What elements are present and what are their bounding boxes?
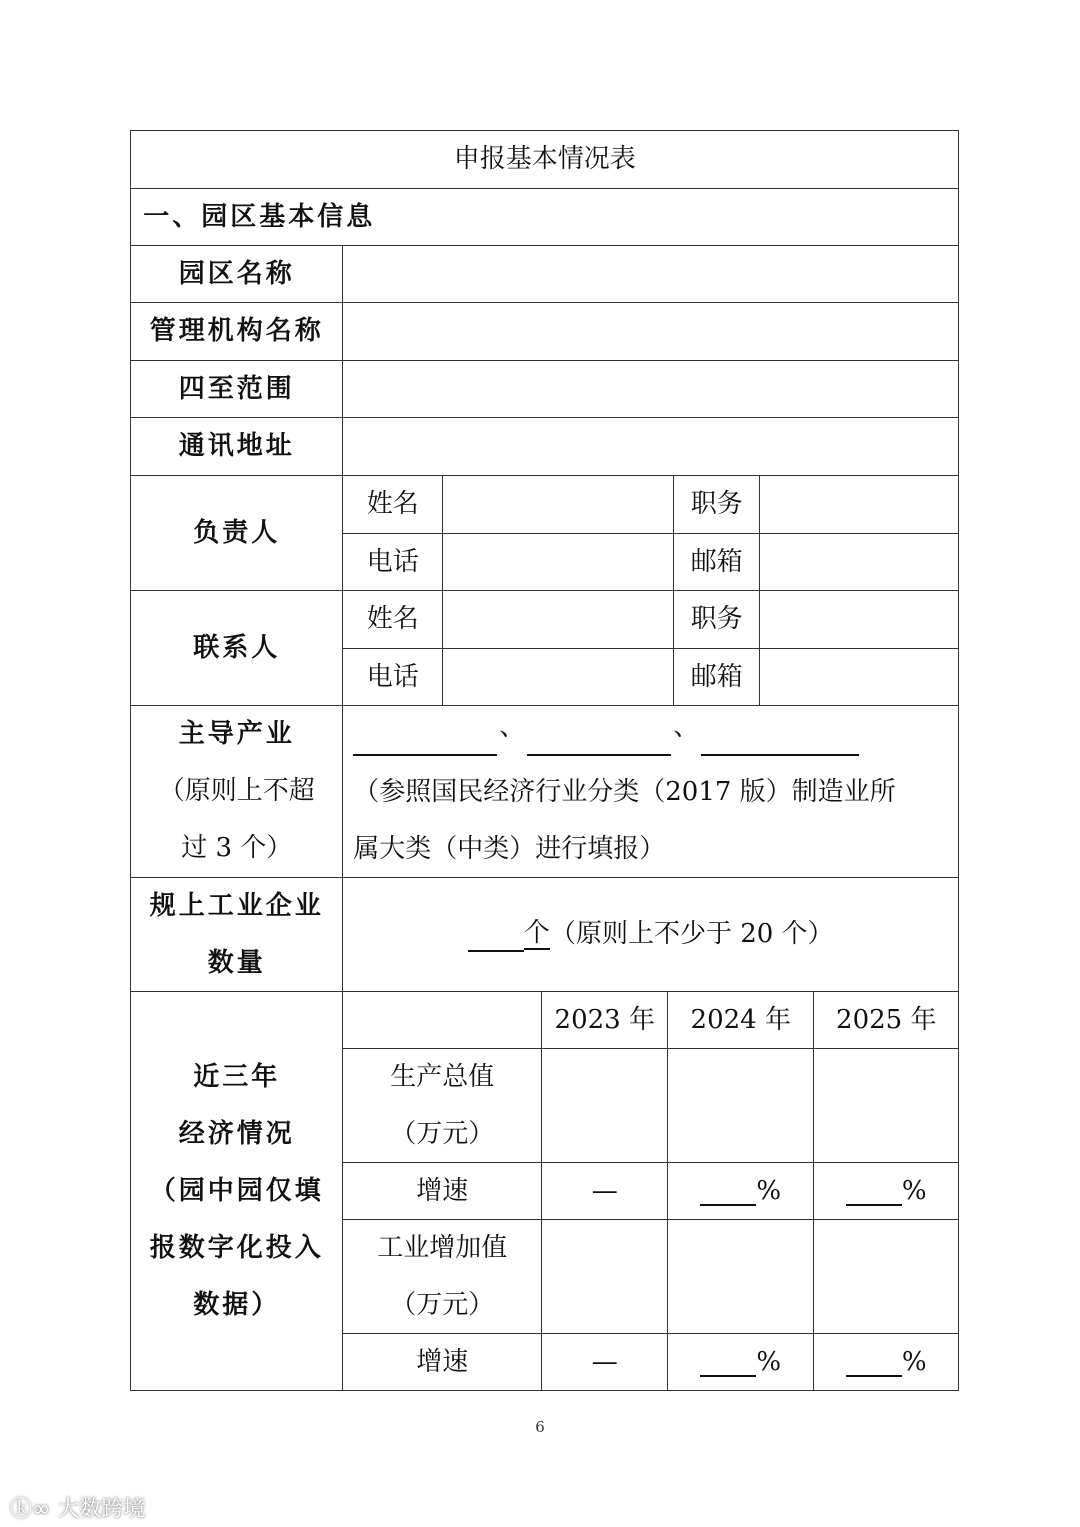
leader-phone-field[interactable] — [442, 533, 674, 591]
contact-phone-label: 电话 — [342, 648, 443, 706]
industry-label — [130, 705, 343, 878]
output-growth-2025 — [813, 1162, 959, 1220]
enterprise-count-label — [130, 877, 343, 992]
growth-blank[interactable] — [700, 1347, 756, 1377]
label-line: 生产总值 — [390, 1061, 495, 1092]
industry-blank-2[interactable] — [527, 754, 671, 756]
added-2025-field[interactable] — [813, 1219, 959, 1334]
industry-blanks — [353, 714, 859, 756]
label-line: 工业增加值 — [377, 1232, 508, 1263]
industry-blank-3[interactable] — [701, 754, 859, 756]
industry-label-line: （原则上不超 — [158, 776, 315, 807]
unit: 个 — [523, 918, 550, 949]
enterprise-note: （原则上不少于 20 个） — [549, 919, 834, 950]
watermark-logo-icon: ⓚ∞ — [10, 1497, 58, 1522]
separator: 、 — [499, 712, 526, 743]
leader-position-label: 职务 — [673, 475, 760, 534]
park-name-field[interactable] — [342, 245, 959, 303]
label-line: （万元） — [390, 1118, 495, 1149]
added-growth-2024 — [667, 1333, 814, 1391]
output-label — [342, 1048, 542, 1163]
contact-label: 联系人 — [130, 590, 343, 706]
leader-position-field[interactable] — [759, 475, 959, 534]
enterprise-count-blank[interactable] — [468, 918, 524, 952]
output-growth-2024 — [667, 1162, 814, 1220]
leader-label: 负责人 — [130, 475, 343, 591]
growth-blank[interactable] — [846, 1176, 902, 1206]
boundary-field[interactable] — [342, 360, 959, 418]
leader-phone-label: 电话 — [342, 533, 443, 591]
output-2024-field[interactable] — [667, 1048, 814, 1163]
output-2023-field[interactable] — [541, 1048, 668, 1163]
contact-name-label: 姓名 — [342, 590, 443, 649]
percent-sign: % — [901, 1175, 927, 1206]
label-line: 规上工业企业 — [149, 890, 324, 921]
added-growth-2023: — — [541, 1333, 668, 1391]
industry-note: （参照国民经济行业分类（2017 版）制造业所 — [353, 777, 896, 808]
boundary-label: 四至范围 — [130, 360, 343, 418]
percent-sign: % — [756, 1175, 782, 1206]
output-2025-field[interactable] — [813, 1048, 959, 1163]
industry-field — [342, 705, 959, 878]
label-line: 经济情况 — [178, 1118, 295, 1149]
added-value-label — [342, 1219, 542, 1334]
agency-name-label: 管理机构名称 — [130, 302, 343, 361]
added-2023-field[interactable] — [541, 1219, 668, 1334]
industry-note: 属大类（中类）进行填报） — [353, 834, 666, 865]
contact-phone-field[interactable] — [442, 648, 674, 706]
label-line: 报数字化投入 — [149, 1232, 324, 1263]
added-growth-2025 — [813, 1333, 959, 1391]
label-line: 数据） — [193, 1289, 281, 1320]
section-heading: 一、园区基本信息 — [130, 188, 959, 246]
year-header: 2024 年 — [667, 991, 814, 1049]
economy-label — [130, 991, 343, 1391]
label-line: （园中园仅填 — [149, 1175, 324, 1206]
separator: 、 — [673, 712, 700, 743]
table-title: 申报基本情况表 — [130, 130, 959, 189]
growth-blank[interactable] — [700, 1176, 756, 1206]
park-name-label: 园区名称 — [130, 245, 343, 303]
leader-email-field[interactable] — [759, 533, 959, 591]
contact-name-field[interactable] — [442, 590, 674, 649]
percent-sign: % — [901, 1346, 927, 1377]
contact-email-field[interactable] — [759, 648, 959, 706]
industry-blank-1[interactable] — [353, 754, 497, 756]
header-blank — [342, 991, 542, 1049]
label-line: 近三年 — [193, 1061, 281, 1092]
growth-blank[interactable] — [846, 1347, 902, 1377]
added-2024-field[interactable] — [667, 1219, 814, 1334]
industry-label-line: 过 3 个） — [181, 833, 293, 864]
contact-position-field[interactable] — [759, 590, 959, 649]
output-growth-2023: — — [541, 1162, 668, 1220]
watermark — [10, 1492, 145, 1523]
industry-label-line: 主导产业 — [178, 719, 295, 750]
address-label: 通讯地址 — [130, 417, 343, 476]
added-growth-label: 增速 — [342, 1333, 542, 1391]
year-header: 2023 年 — [541, 991, 668, 1049]
contact-email-label: 邮箱 — [673, 648, 760, 706]
output-growth-label: 增速 — [342, 1162, 542, 1220]
leader-name-field[interactable] — [442, 475, 674, 534]
label-line: 数量 — [207, 947, 266, 978]
contact-position-label: 职务 — [673, 590, 760, 649]
watermark-text: 大数跨境 — [57, 1497, 146, 1522]
page-number: 6 — [535, 1418, 545, 1436]
year-header: 2025 年 — [813, 991, 959, 1049]
label-line: （万元） — [390, 1289, 495, 1320]
enterprise-count-field — [342, 877, 959, 992]
leader-email-label: 邮箱 — [673, 533, 760, 591]
leader-name-label: 姓名 — [342, 475, 443, 534]
address-field[interactable] — [342, 417, 959, 476]
percent-sign: % — [756, 1346, 782, 1377]
agency-name-field[interactable] — [342, 302, 959, 361]
